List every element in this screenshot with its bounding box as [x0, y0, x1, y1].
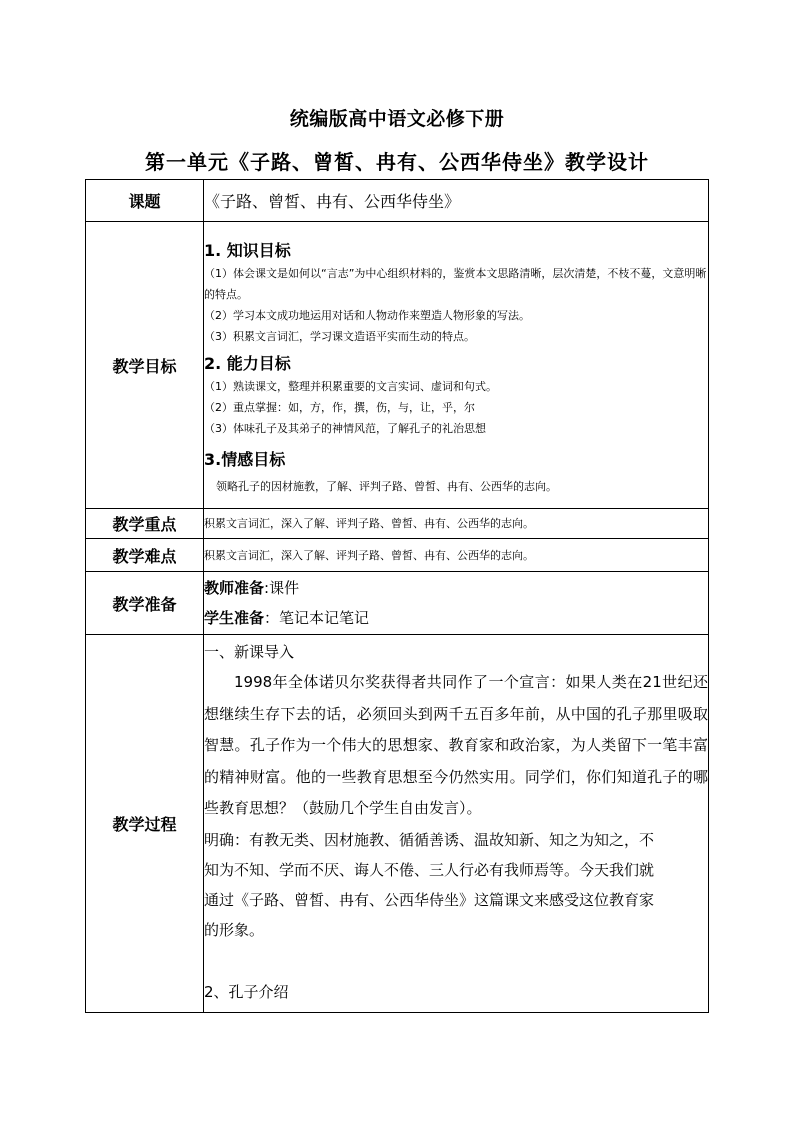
emotion-text: 领略孔子的因材施教，了解、评判子路、曾皙、冉有、公西华的志向。	[216, 479, 557, 493]
focus-label: 教学重点	[86, 509, 204, 539]
ability-heading: 2. 能力目标	[204, 353, 291, 373]
clarify-line: 通过《子路、曾皙、冉有、公西华侍坐》这篇课文来感受这位教育家	[204, 890, 655, 909]
ability-item: （1）熟读课文，整理并积累重要的文言实词、虚词和句式。	[204, 379, 497, 393]
intro-paragraph: 1998年全体诺贝尔奖获得者共同作了一个宣言：如果人类在21世纪还想继续生存下去的话，必须回头到两千五百多年前，从中国的孔子那里吸取智慧。孔子作为一个伟大的思想家、教育家和政治家，为人类留下一笔丰富的精神财富。他的一些教育思想至今仍然实用。同学们，你们知道孔子的哪些教育思想？（鼓励几个学生自由发言）。	[204, 673, 708, 817]
clarify-line: 的形象。	[204, 920, 265, 939]
row-process	[86, 635, 709, 1013]
knowledge-item: （1）体会课文是如何以“言志”为中心组织材料的，鉴赏本文思路清晰，层次清楚，不枝不蔓，文意明晰的特点。	[204, 266, 707, 301]
difficulty-value: 积累文言词汇，深入了解、评判子路、曾皙、冉有、公西华的志向。	[204, 539, 709, 572]
prep-label: 教学准备	[86, 572, 204, 635]
topic-value: 《子路、曾皙、冉有、公西华侍坐》	[204, 180, 709, 222]
knowledge-item: （2）学习本文成功地运用对话和人物动作来塑造人物形象的写法。	[204, 308, 530, 322]
row-prep	[86, 572, 709, 635]
prep-content	[204, 572, 709, 635]
ability-item: （3）体味孔子及其弟子的神情风范，了解孔子的礼治思想	[204, 421, 486, 435]
topic-label: 课题	[86, 180, 204, 222]
student-prep-label: 学生准备	[204, 609, 265, 627]
knowledge-heading: 1. 知识目标	[204, 240, 291, 260]
document-title: 统编版高中语文必修下册	[289, 108, 505, 130]
goals-label: 教学目标	[86, 222, 204, 509]
row-topic	[86, 180, 709, 222]
row-focus	[86, 509, 709, 539]
teacher-prep-label: 教师准备	[204, 579, 265, 597]
difficulty-label: 教学难点	[86, 539, 204, 572]
lesson-plan-table	[85, 179, 709, 1013]
section-confucius-heading: 2、孔子介绍	[204, 982, 289, 1001]
row-difficulty	[86, 539, 709, 572]
process-label: 教学过程	[86, 635, 204, 1013]
section-intro-heading: 一、新课导入	[204, 643, 295, 661]
goals-content	[204, 222, 709, 509]
emotion-heading: 3.情感目标	[204, 449, 286, 469]
teacher-prep	[204, 573, 708, 603]
process-content	[204, 635, 709, 1013]
clarify-line: 明确：有教无类、因材施教、循循善诱、温故知新、知之为知之，不	[204, 830, 655, 849]
knowledge-item: （3）积累文言词汇，学习课文造语平实而生动的特点。	[204, 329, 475, 343]
teacher-prep-value: :课件	[264, 579, 300, 597]
ability-item: （2）重点掌握：如，方，作，撰，伤，与，让，乎，尔	[204, 400, 475, 414]
student-prep-value: ：笔记本记笔记	[264, 609, 370, 627]
focus-value: 积累文言词汇，深入了解、评判子路、曾皙、冉有、公西华的志向。	[204, 509, 709, 539]
document-subtitle: 第一单元《子路、曾皙、冉有、公西华侍坐》教学设计	[145, 150, 649, 174]
student-prep	[204, 603, 708, 633]
row-goals	[86, 222, 709, 509]
clarify-line: 知为不知、学而不厌、诲人不倦、三人行必有我师焉等。今天我们就	[204, 860, 655, 879]
